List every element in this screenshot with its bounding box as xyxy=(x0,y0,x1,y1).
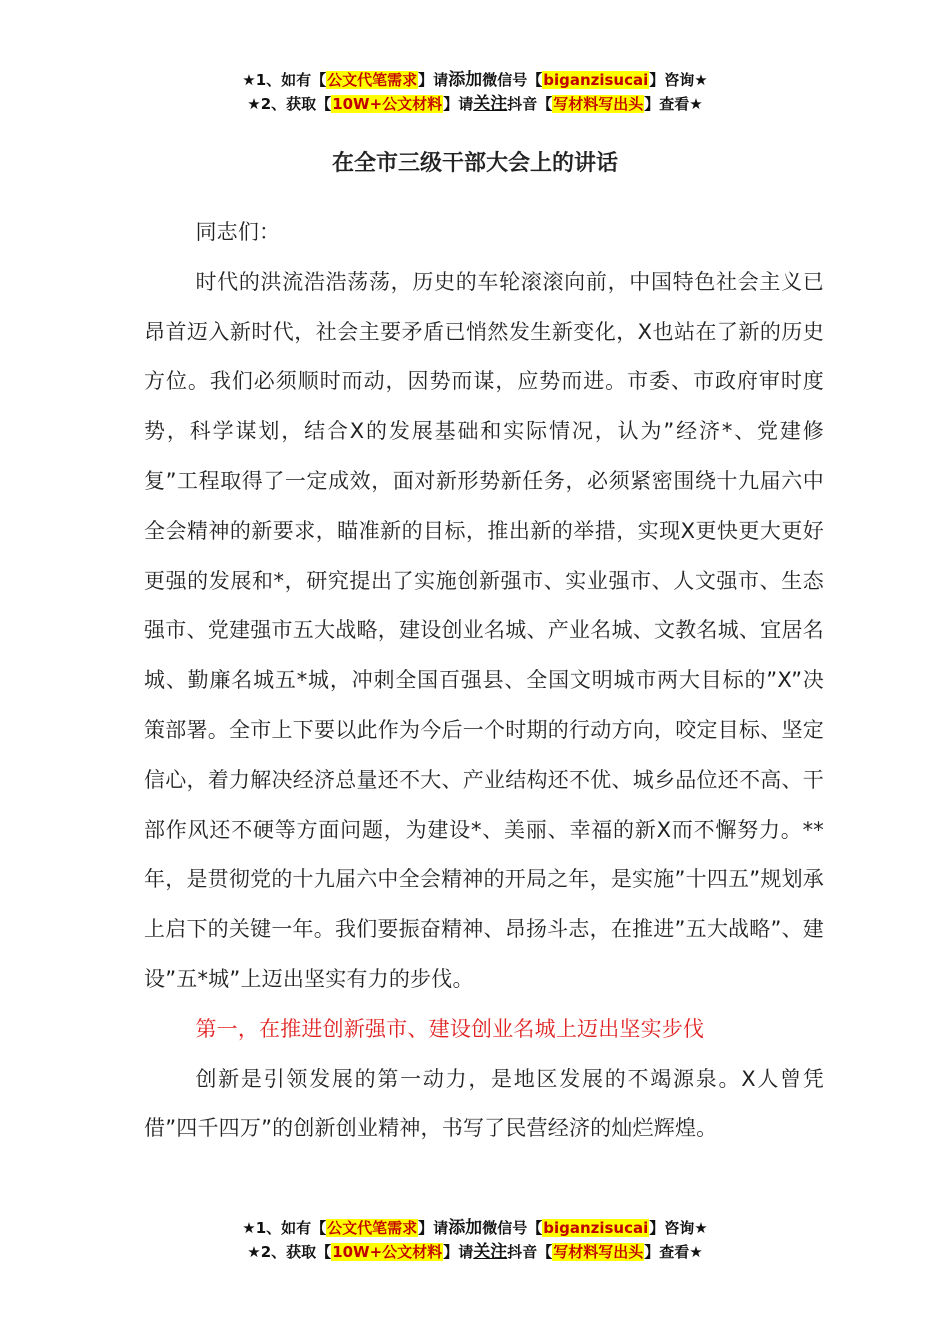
promo-line-2 xyxy=(0,92,950,116)
promo-douyin-id: 写材料写出头 xyxy=(553,95,644,113)
promo-text: ★2、获取【 xyxy=(247,95,332,113)
body-paragraph-1: 时代的洪流浩浩荡荡，历史的车轮滚滚向前，中国特色社会主义已昂首迈入新时代，社会主要矛盾已悄然发生新变化，X也站在了新的历史方位。我们必须顺时而动，因势而谋，应势而进。市委、市政府审时度势，科学谋划，结合X的发展基础和实际情况，认为”经济*、党建修复”工程取得了一定成效，面对新形势新任务，必须紧密围绕十九届六中全会精神的新要求，瞄准新的目标，推出新的举措，实现X更快更大更好更强的发展和*，研究提出了实施创新强市、实业强市、人文强市、生态强市、党建强市五大战略，建设创业名城、产业名城、文教名城、宜居名城、勤廉名城五*城，冲刺全国百强县、全国文明城市两大目标的”X”决策部署。全市上下要以此作为今后一个时期的行动方向，咬定目标、坚定信心，着力解决经济总量还不大、产业结构还不优、城乡品位还不高、干部作风还不硬等方面问题，为建设*、美丽、幸福的新X而不懈努力。**年，是贯彻党的十九届六中全会精神的开局之年，是实施”十四五”规划承上启下的关键一年。我们要振奋精神、昂扬斗志，在推进”五大战略”、建设”五*城”上迈出坚实有力的步伐。 xyxy=(144,269,824,991)
promo-text: 微信号【 xyxy=(482,71,543,89)
body-paragraph-2: 创新是引领发展的第一动力，是地区发展的不竭源泉。X人曾凭借”四千四万”的创新创业精神，书写了民营经济的灿烂辉煌。 xyxy=(144,1066,824,1141)
promo-text: 】咨询★ xyxy=(649,71,708,89)
promo-emphasis: 关注 xyxy=(473,94,508,114)
section-heading-1: 第一，在推进创新强市、建设创业名城上迈出坚实步伐 xyxy=(195,1016,705,1041)
promo-text: 】咨询★ xyxy=(649,1219,708,1237)
promo-text: 微信号【 xyxy=(482,1219,543,1237)
footer-promo-banner xyxy=(0,1216,950,1264)
document-title: 在全市三级干部大会上的讲话 xyxy=(331,151,618,176)
promo-text: 抖音【 xyxy=(507,95,553,113)
promo-emphasis: 关注 xyxy=(473,1242,508,1262)
promo-douyin-id: 写材料写出头 xyxy=(553,1243,644,1261)
header-promo-banner xyxy=(0,68,950,116)
promo-text: 】请 xyxy=(418,1219,449,1237)
promo-line-2 xyxy=(0,1240,950,1264)
promo-highlight: 10W+公文材料 xyxy=(332,1243,443,1261)
promo-text: 】查看★ xyxy=(644,1243,703,1261)
promo-emphasis: 添加 xyxy=(448,70,483,90)
promo-text: 】请 xyxy=(418,71,449,89)
promo-text: ★1、如有【 xyxy=(242,1219,327,1237)
document-body xyxy=(144,208,824,1154)
promo-text: ★2、获取【 xyxy=(247,1243,332,1261)
promo-text: 抖音【 xyxy=(507,1243,553,1261)
promo-line-1 xyxy=(0,68,950,92)
salutation: 同志们： xyxy=(195,220,281,244)
promo-text: 】查看★ xyxy=(644,95,703,113)
promo-wechat-id: biganzisucai xyxy=(543,1219,649,1237)
promo-wechat-id: biganzisucai xyxy=(543,71,649,89)
promo-text: ★1、如有【 xyxy=(242,71,327,89)
promo-text: 】请 xyxy=(443,95,474,113)
promo-line-1 xyxy=(0,1216,950,1240)
promo-highlight: 公文代笔需求 xyxy=(327,71,418,89)
promo-emphasis: 添加 xyxy=(448,1218,483,1238)
promo-text: 】请 xyxy=(443,1243,474,1261)
promo-highlight: 10W+公文材料 xyxy=(332,95,443,113)
promo-highlight: 公文代笔需求 xyxy=(327,1219,418,1237)
